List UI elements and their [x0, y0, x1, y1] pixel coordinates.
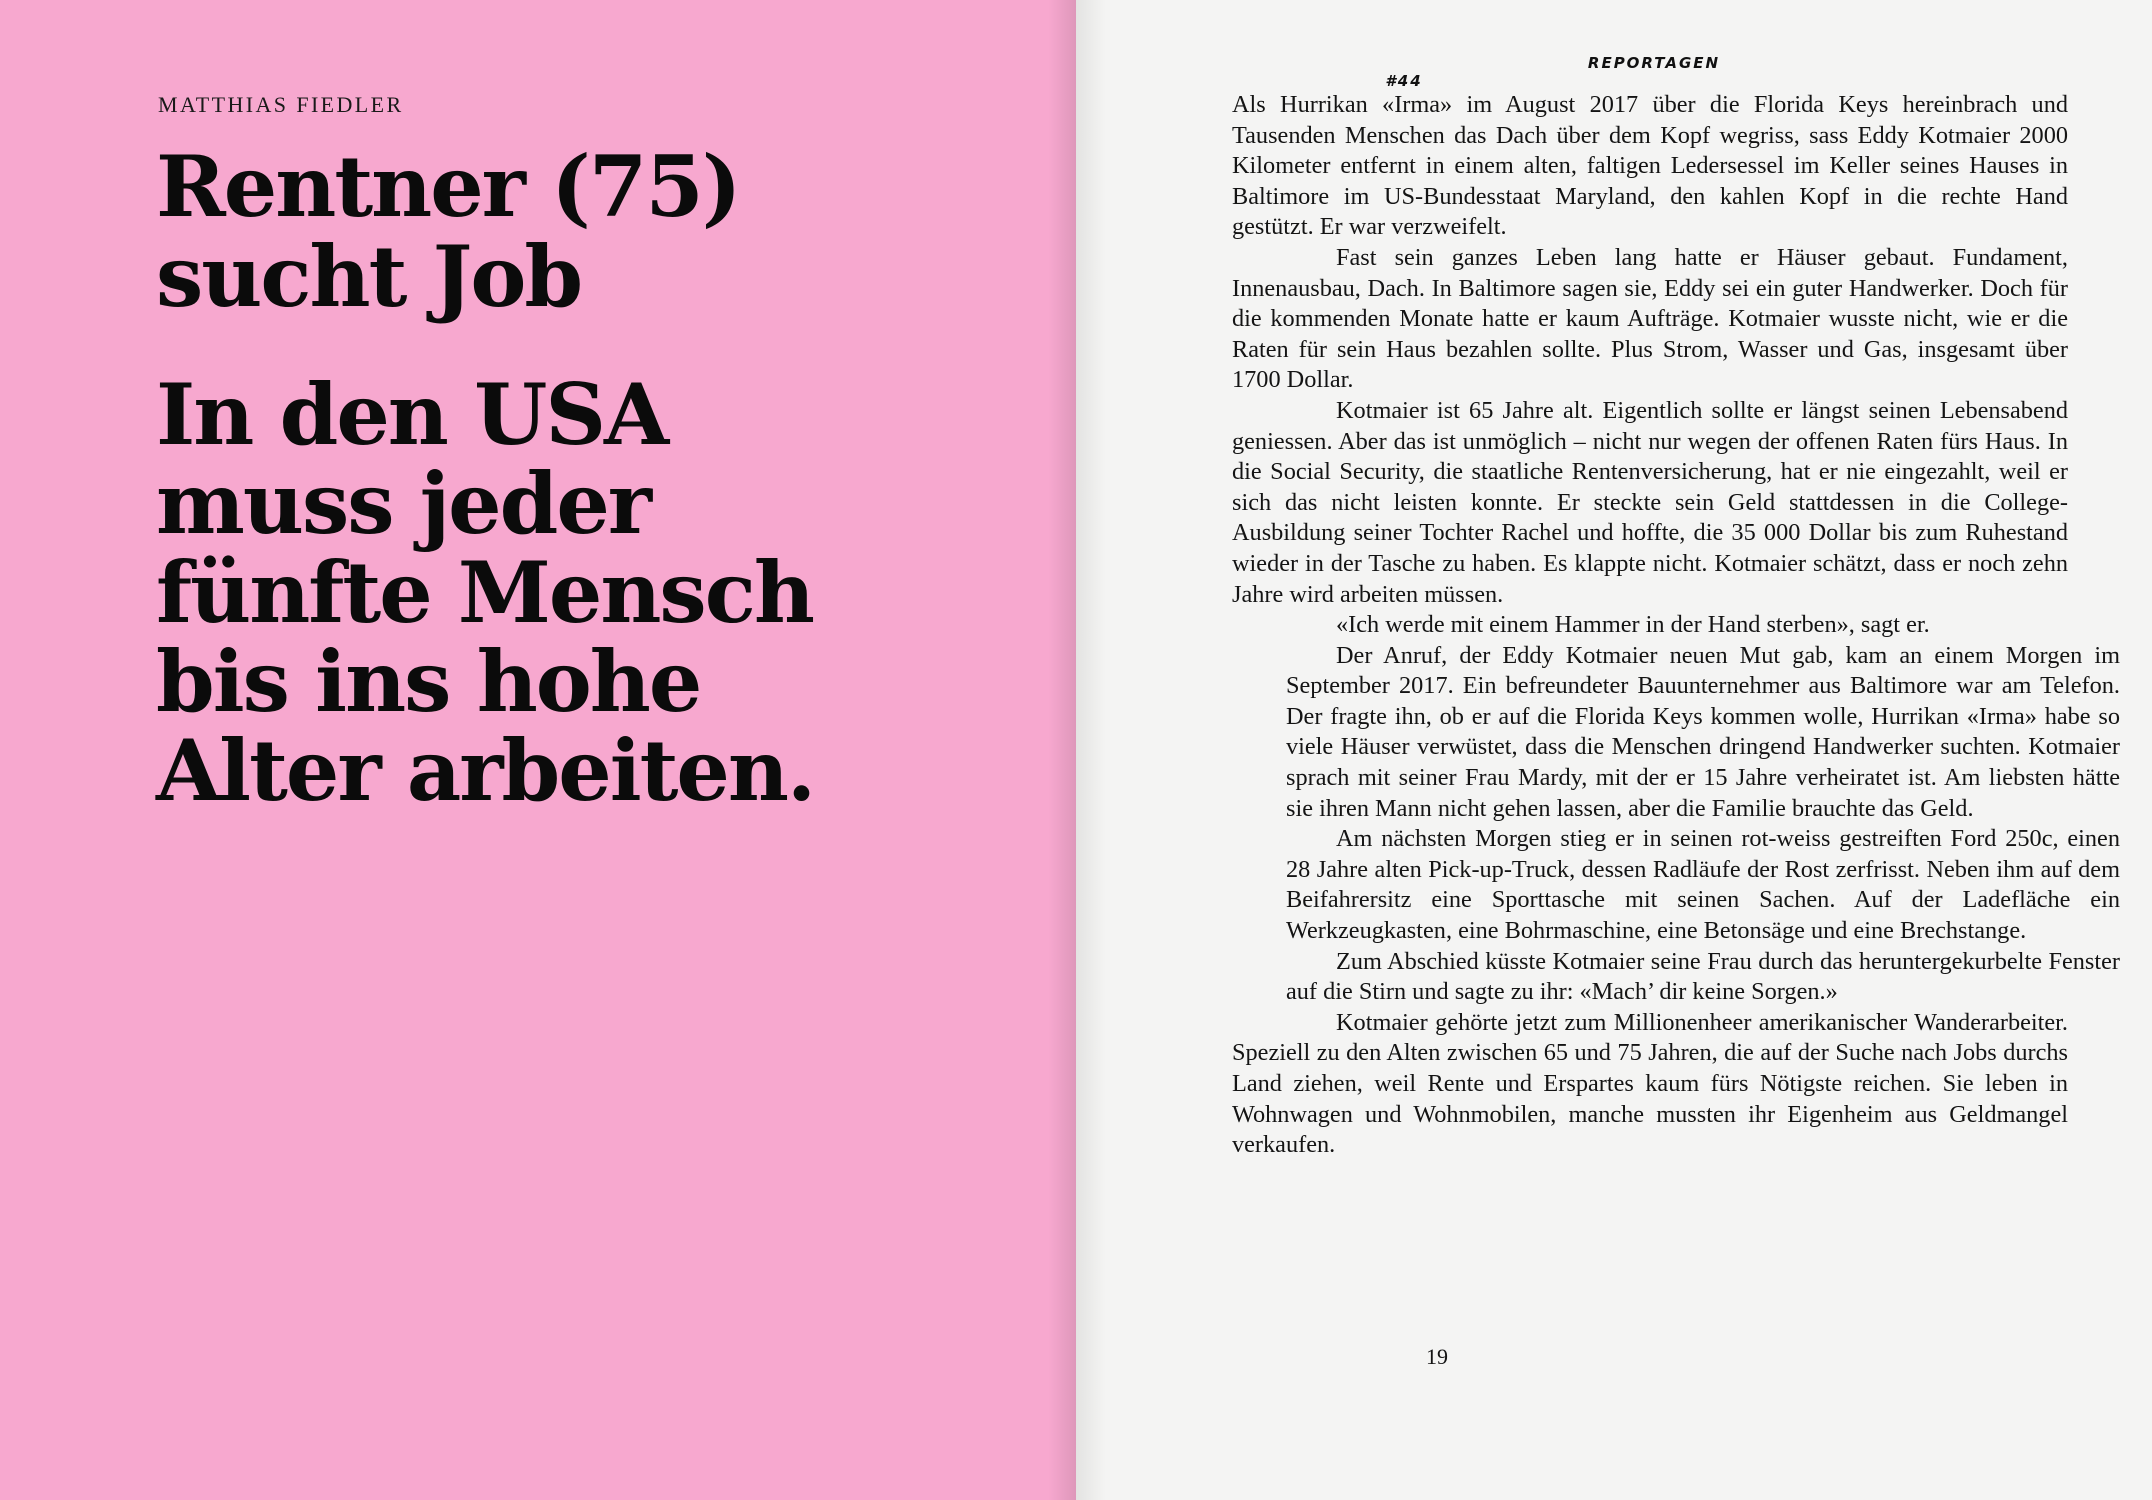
subheadline-line: Alter arbeiten.: [156, 721, 815, 820]
article-body: [1232, 90, 2120, 1161]
right-page: [1076, 0, 2152, 1500]
paragraph: Der Anruf, der Eddy Kotmaier neuen Mut gab, kam an einem Morgen im September 2017. Ein befreundeter Bauunternehmer aus Baltimore war am Telefon. Der fragte ihn, ob er auf die Florida Keys kommen wolle, Hurrikan «Irma» habe so viele Häuser verwüstet, dass die Menschen dringend Handwerker suchten. Kotmaier sprach mit seiner Frau Mardy, mit der er 15 Jahre verheiratet ist. Am liebsten hätte sie ihren Mann nicht gehen lassen, aber die Familie brauchte das Geld.: [1286, 641, 2120, 822]
paragraph: Kotmaier gehörte jetzt zum Millionenheer amerikanischer Wanderarbeiter. Speziell zu den Alten zwischen 65 und 75 Jahren, die auf der Suche nach Jobs durchs Land ziehen, weil Rente und Erspartes kaum fürs Nötigste reichen. Sie leben in Wohnwagen und Wohnmobilen, manche mussten ihr Eigenheim aus Geldmangel verkaufen.: [1232, 1008, 2068, 1159]
headline: [156, 137, 1036, 326]
paragraph: Am nächsten Morgen stieg er in seinen rot-weiss gestreiften Ford 250c, einen 28 Jahre alten Pick-up-Truck, dessen Radläufe der Rost zerfrisst. Neben ihm auf dem Beifahrersitz eine Sporttasche mit seinen Sachen. Auf der Ladefläche ein Werkzeugkasten, eine Bohrmaschine, eine Betonsäge und eine Brechstange.: [1286, 825, 2120, 945]
paragraph: Kotmaier ist 65 Jahre alt. Eigentlich sollte er längst seinen Lebensabend geniessen. Aber das ist unmöglich – nicht nur wegen der offenen Raten fürs Haus. In die Social Security, die staatliche Rentenversicherung, hat er nie eingezahlt, weil er sich das nicht leisten konnte. Er steckte sein Geld stattdessen in die College-Ausbildung seiner Tochter Rachel und hoffte, die 35 000 Dollar bis zum Ruhestand wieder in der Tasche zu haben. Es klappte nicht. Kotmaier schätzt, dass er noch zehn Jahre wird arbeiten müssen.: [1232, 396, 2068, 608]
headline-line: Rentner (75): [156, 137, 740, 236]
page-number: [1076, 1344, 2152, 1370]
paragraph: «Ich werde mit einem Hammer in der Hand sterben», sagt er.: [1336, 611, 1930, 639]
headline-line: sucht Job: [156, 227, 582, 326]
author-name: MATTHIAS FIEDLER: [158, 92, 404, 117]
subheadline-line: In den USA: [156, 365, 668, 464]
paragraph: Als Hurrikan «Irma» im August 2017 über die Florida Keys hereinbrach und Tausenden Menschen das Dach über dem Kopf wegriss, sass Eddy Kotmaier 2000 Kilometer entfernt in einem alten, faltigen Ledersessel im Keller seines Hauses in Baltimore im US-Bundesstaat Maryland, den kahlen Kopf in die rechte Hand gestützt. Er war verzweifelt.: [1232, 91, 2068, 241]
page-number-text: 19: [1426, 1344, 1448, 1369]
subheadline-line: fünfte Mensch: [156, 543, 813, 642]
running-head: REPORTAGEN #44: [1385, 54, 1721, 90]
subheadline: [156, 365, 1036, 820]
subheadline-line: muss jeder: [156, 454, 651, 553]
subheadline-line: bis ins hohe: [156, 632, 701, 731]
paragraph: Fast sein ganzes Leben lang hatte er Häuser gebaut. Fundament, Innenausbau, Dach. In Baltimore sagen sie, Eddy sei ein guter Handwerker. Doch für die kommenden Monate hatte er kaum Aufträge. Kotmaier wusste nicht, wie er die Raten für sein Haus bezahlen sollte. Plus Strom, Wasser und Gas, insgesamt über 1700 Dollar.: [1232, 243, 2068, 394]
paragraph: Zum Abschied küsste Kotmaier seine Frau durch das heruntergekurbelte Fenster auf die Stirn und sagte zu ihr: «Mach’ dir keine Sorgen.»: [1286, 947, 2120, 1006]
